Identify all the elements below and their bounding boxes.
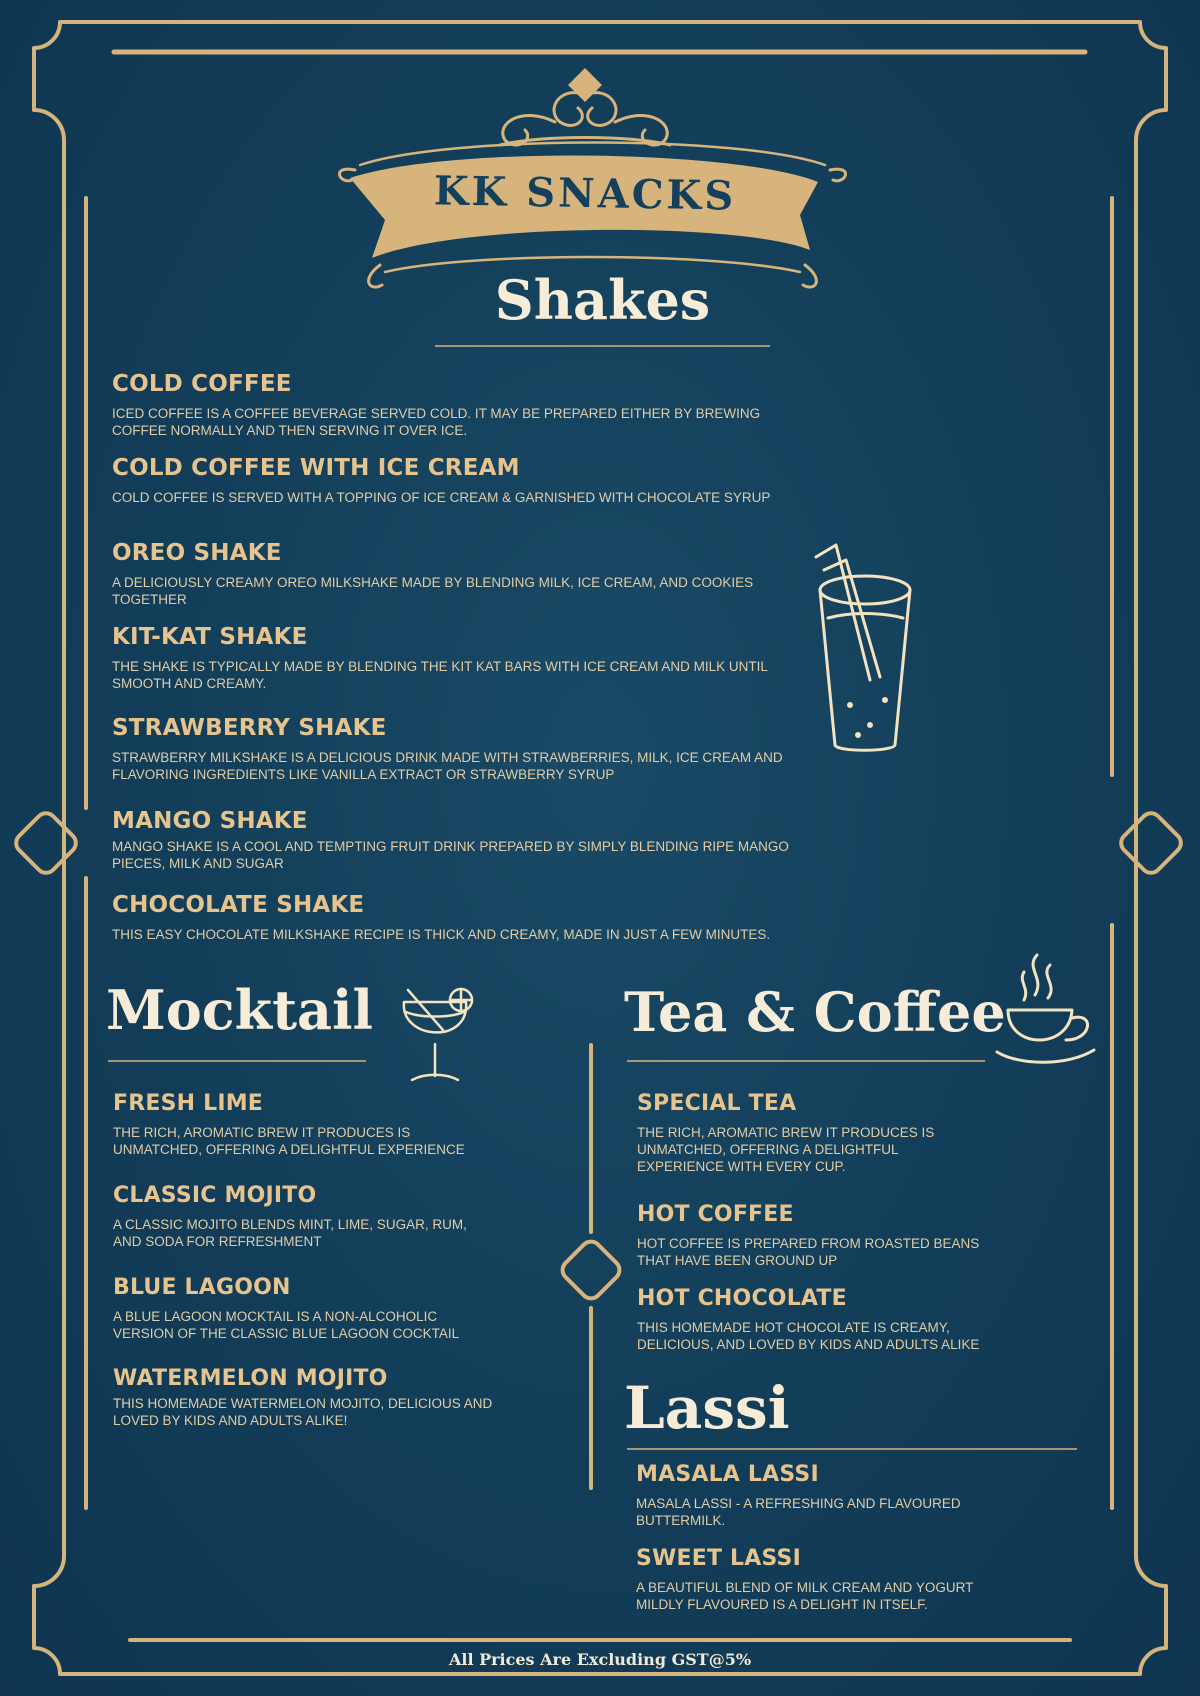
item-name: BLUE LAGOON [113,1275,291,1300]
item-description: THE SHAKE IS TYPICALLY MADE BY BLENDING THE KIT KAT BARS WITH ICE CREAM AND MILK UNTIL SMOOTH AND CREAMY. [112,659,768,691]
item-name: HOT COFFEE [637,1202,794,1227]
item-name: COLD COFFEE [112,371,292,397]
menu-item [112,540,792,608]
item-name: CHOCOLATE SHAKE [112,892,365,918]
item-name: SWEET LASSI [636,1546,801,1571]
menu-item [112,624,792,692]
tea-coffee-title: Tea & Coffee [624,980,1006,1044]
menu-item [112,808,792,872]
item-description: A BEAUTIFUL BLEND OF MILK CREAM AND YOGURT MILDLY FLAVOURED IS A DELIGHT IN ITSELF. [636,1580,974,1612]
item-description: MASALA LASSI - A REFRESHING AND FLAVOURED BUTTERMILK. [636,1496,961,1528]
item-name: STRAWBERRY SHAKE [112,715,387,741]
item-name: CLASSIC MOJITO [113,1183,317,1208]
item-name: SPECIAL TEA [637,1091,797,1116]
item-name: FRESH LIME [113,1091,264,1116]
lassi-title: Lassi [624,1374,790,1442]
glass-with-straw-icon [816,545,910,750]
item-name: MANGO SHAKE [112,808,308,834]
item-description: A DELICIOUSLY CREAMY OREO MILKSHAKE MADE BY BLENDING MILK, ICE CREAM, AND COOKIES TOGETHER [112,575,754,607]
item-name: KIT-KAT SHAKE [112,624,308,650]
item-name: HOT CHOCOLATE [637,1286,847,1311]
menu-item [112,715,792,783]
brand-name: KK SNACKS [433,167,737,220]
menu-item [113,1275,493,1342]
item-description: COLD COFFEE IS SERVED WITH A TOPPING OF ICE CREAM & GARNISHED WITH CHOCOLATE SYRUP [112,490,771,505]
item-description: THE RICH, AROMATIC BREW IT PRODUCES IS UNMATCHED, OFFERING A DELIGHTFUL EXPERIENCE [113,1125,465,1157]
menu-item [637,1091,987,1175]
mocktail-title: Mocktail [106,978,374,1042]
menu-item [113,1183,493,1250]
menu-item [113,1091,493,1158]
menu-item [112,455,792,506]
item-description: THIS HOMEMADE HOT CHOCOLATE IS CREAMY, DELICIOUS, AND LOVED BY KIDS AND ADULTS ALIKE [637,1320,980,1352]
menu-item [113,1366,493,1429]
item-description: THE RICH, AROMATIC BREW IT PRODUCES IS UNMATCHED, OFFERING A DELIGHTFUL EXPERIENCE WITH EVERY CUP. [637,1125,935,1174]
item-description: HOT COFFEE IS PREPARED FROM ROASTED BEANS THAT HAVE BEEN GROUND UP [637,1236,980,1268]
item-name: OREO SHAKE [112,540,282,566]
shakes-title: Shakes [494,268,711,332]
item-description: THIS HOMEMADE WATERMELON MOJITO, DELICIOUS AND LOVED BY KIDS AND ADULTS ALIKE! [113,1396,493,1428]
cocktail-glass-icon [404,989,472,1080]
menu-item [637,1202,987,1269]
steaming-cup-icon [997,955,1094,1062]
item-description: A CLASSIC MOJITO BLENDS MINT, LIME, SUGAR, RUM, AND SODA FOR REFRESHMENT [113,1217,467,1249]
item-description: STRAWBERRY MILKSHAKE IS A DELICIOUS DRINK MADE WITH STRAWBERRIES, MILK, ICE CREAM AND FLAVORING INGREDIENTS LIKE VANILLA EXTRACT OR STRAWBERRY SYRUP [112,750,783,782]
item-name: COLD COFFEE WITH ICE CREAM [112,455,520,481]
item-description: A BLUE LAGOON MOCKTAIL IS A NON-ALCOHOLIC VERSION OF THE CLASSIC BLUE LAGOON COCKTAIL [113,1309,460,1341]
gst-note: All Prices Are Excluding GST@5% [448,1650,752,1669]
menu-item [637,1286,1007,1353]
item-description: THIS EASY CHOCOLATE MILKSHAKE RECIPE IS THICK AND CREAMY, MADE IN JUST A FEW MINUTES. [112,927,771,942]
item-description: MANGO SHAKE IS A COOL AND TEMPTING FRUIT DRINK PREPARED BY SIMPLY BLENDING RIPE MANGO PIECES, MILK AND SUGAR [112,839,789,871]
menu-item [636,1546,996,1613]
menu-item [112,371,792,439]
menu-item [112,892,812,943]
item-name: WATERMELON MOJITO [113,1366,388,1391]
item-name: MASALA LASSI [636,1462,819,1487]
item-description: ICED COFFEE IS A COFFEE BEVERAGE SERVED COLD. IT MAY BE PREPARED EITHER BY BREWING COFFEE NORMALLY AND THEN SERVING IT OVER ICE. [112,406,761,438]
menu-item [636,1462,996,1529]
